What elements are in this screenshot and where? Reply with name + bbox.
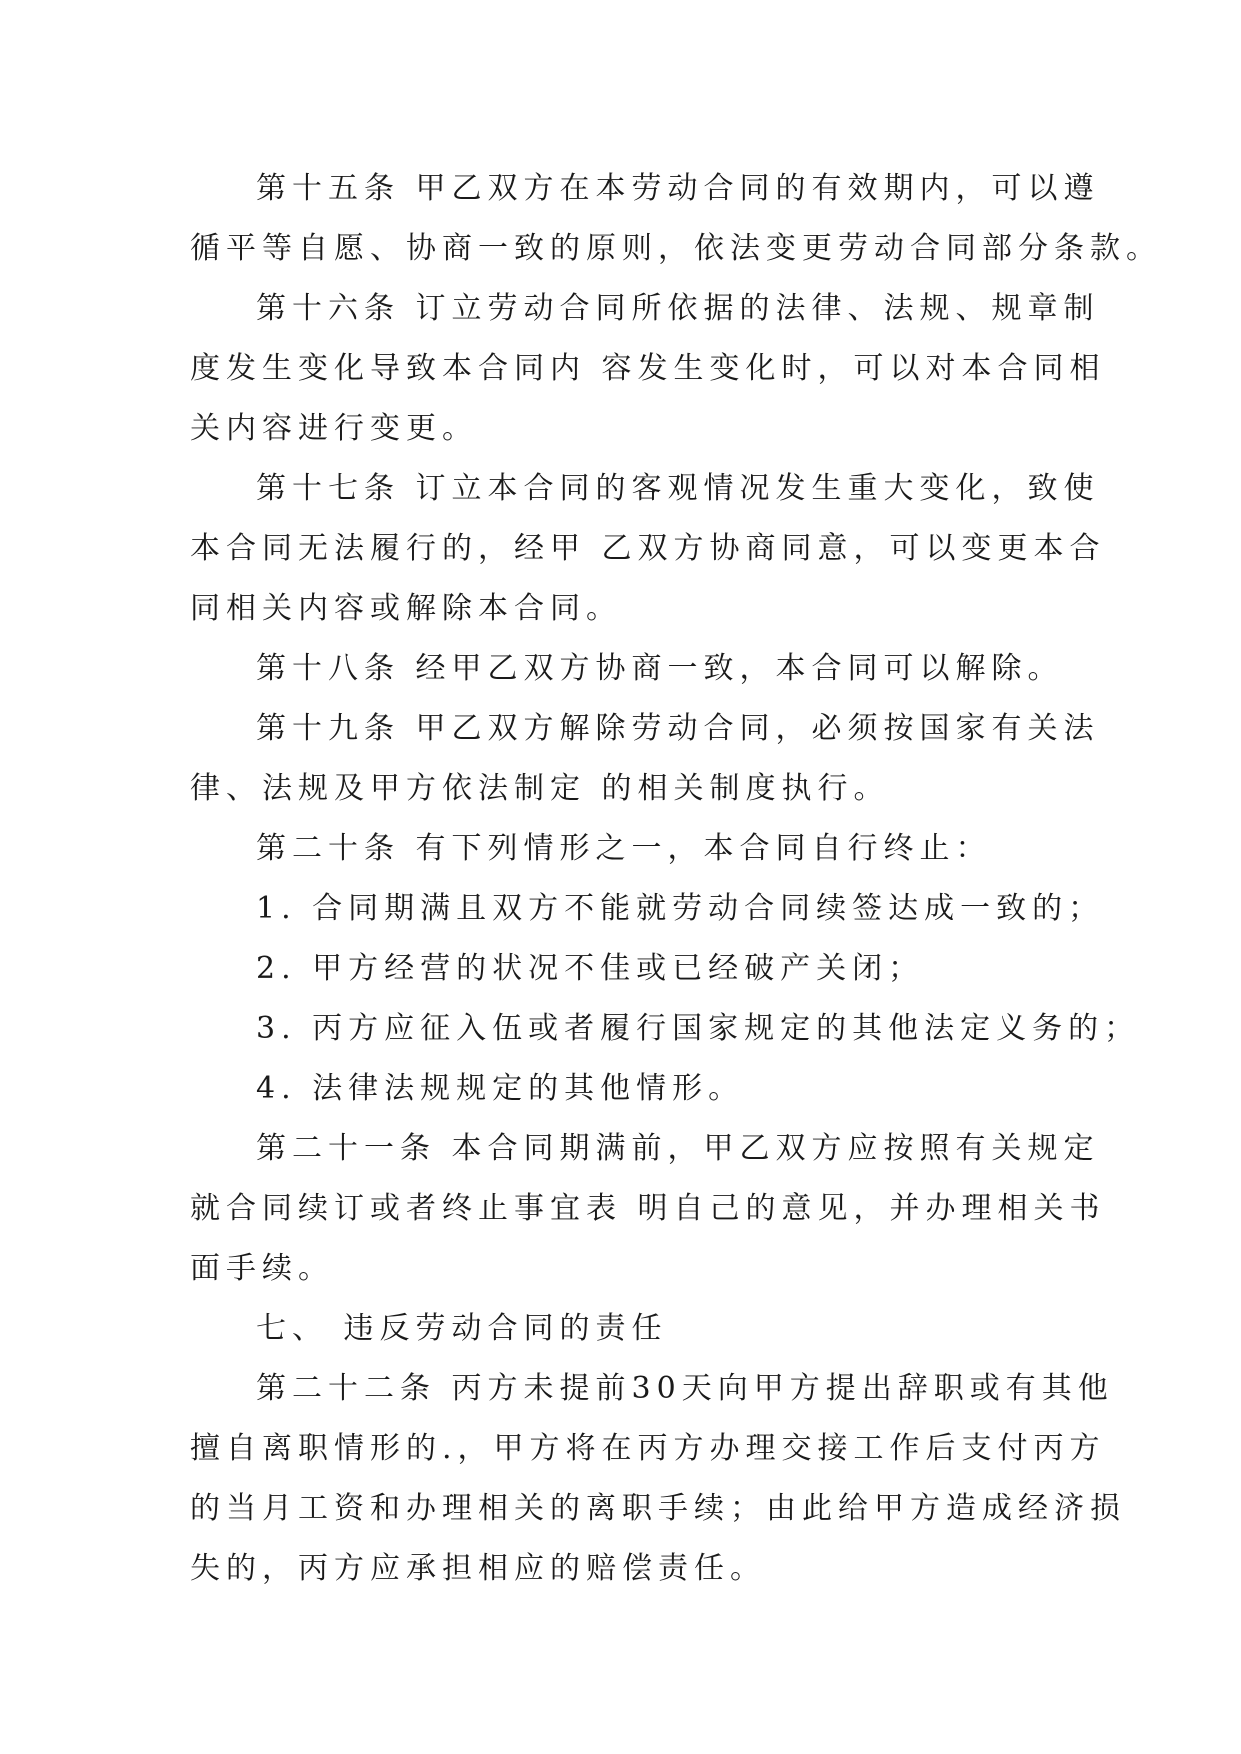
- text-line: 第十九条 甲乙双方解除劳动合同，必须按国家有关法: [256, 711, 1100, 746]
- text-line: 2. 甲方经营的状况不佳或已经破产关闭；: [256, 951, 925, 986]
- text-line: 擅自离职情形的.，甲方将在丙方办理交接工作后支付丙方: [190, 1431, 1106, 1466]
- text-line: 循平等自愿、协商一致的原则，依法变更劳动合同部分条款。: [190, 231, 1162, 266]
- text-line: 本合同无法履行的，经甲 乙双方协商同意，可以变更本合: [190, 531, 1106, 566]
- text-line: 第十八条 经甲乙双方协商一致，本合同可以解除。: [256, 651, 1064, 686]
- text-line: 第十五条 甲乙双方在本劳动合同的有效期内，可以遵: [256, 171, 1100, 206]
- text-line: 第二十条 有下列情形之一，本合同自行终止：: [256, 831, 992, 866]
- text-line: 第十六条 订立劳动合同所依据的法律、法规、规章制: [256, 291, 1100, 326]
- text-line: 律、法规及甲方依法制定 的相关制度执行。: [190, 771, 890, 806]
- text-line: 度发生变化导致本合同内 容发生变化时，可以对本合同相: [190, 351, 1106, 386]
- text-line: 失的，丙方应承担相应的赔偿责任。: [190, 1551, 766, 1586]
- text-line: 第十七条 订立本合同的客观情况发生重大变化，致使: [256, 471, 1100, 506]
- text-line: 同相关内容或解除本合同。: [190, 591, 622, 626]
- text-line: 就合同续订或者终止事宜表 明自己的意见，并办理相关书: [190, 1191, 1106, 1226]
- text-line: 关内容进行变更。: [190, 411, 478, 446]
- text-line: 面手续。: [190, 1251, 334, 1286]
- text-line: 七、 违反劳动合同的责任: [256, 1311, 668, 1346]
- text-line: 3. 丙方应征入伍或者履行国家规定的其他法定义务的；: [256, 1011, 1141, 1046]
- text-line: 的当月工资和办理相关的离职手续；由此给甲方造成经济损: [190, 1491, 1126, 1526]
- contract-text-body: [190, 159, 1162, 1599]
- text-line: 第二十二条 丙方未提前30天向甲方提出辞职或有其他: [256, 1371, 1114, 1406]
- text-line: 第二十一条 本合同期满前，甲乙双方应按照有关规定: [256, 1131, 1100, 1166]
- text-line: 4. 法律法规规定的其他情形。: [256, 1071, 745, 1106]
- text-line: 1. 合同期满且双方不能就劳动合同续签达成一致的；: [256, 891, 1105, 926]
